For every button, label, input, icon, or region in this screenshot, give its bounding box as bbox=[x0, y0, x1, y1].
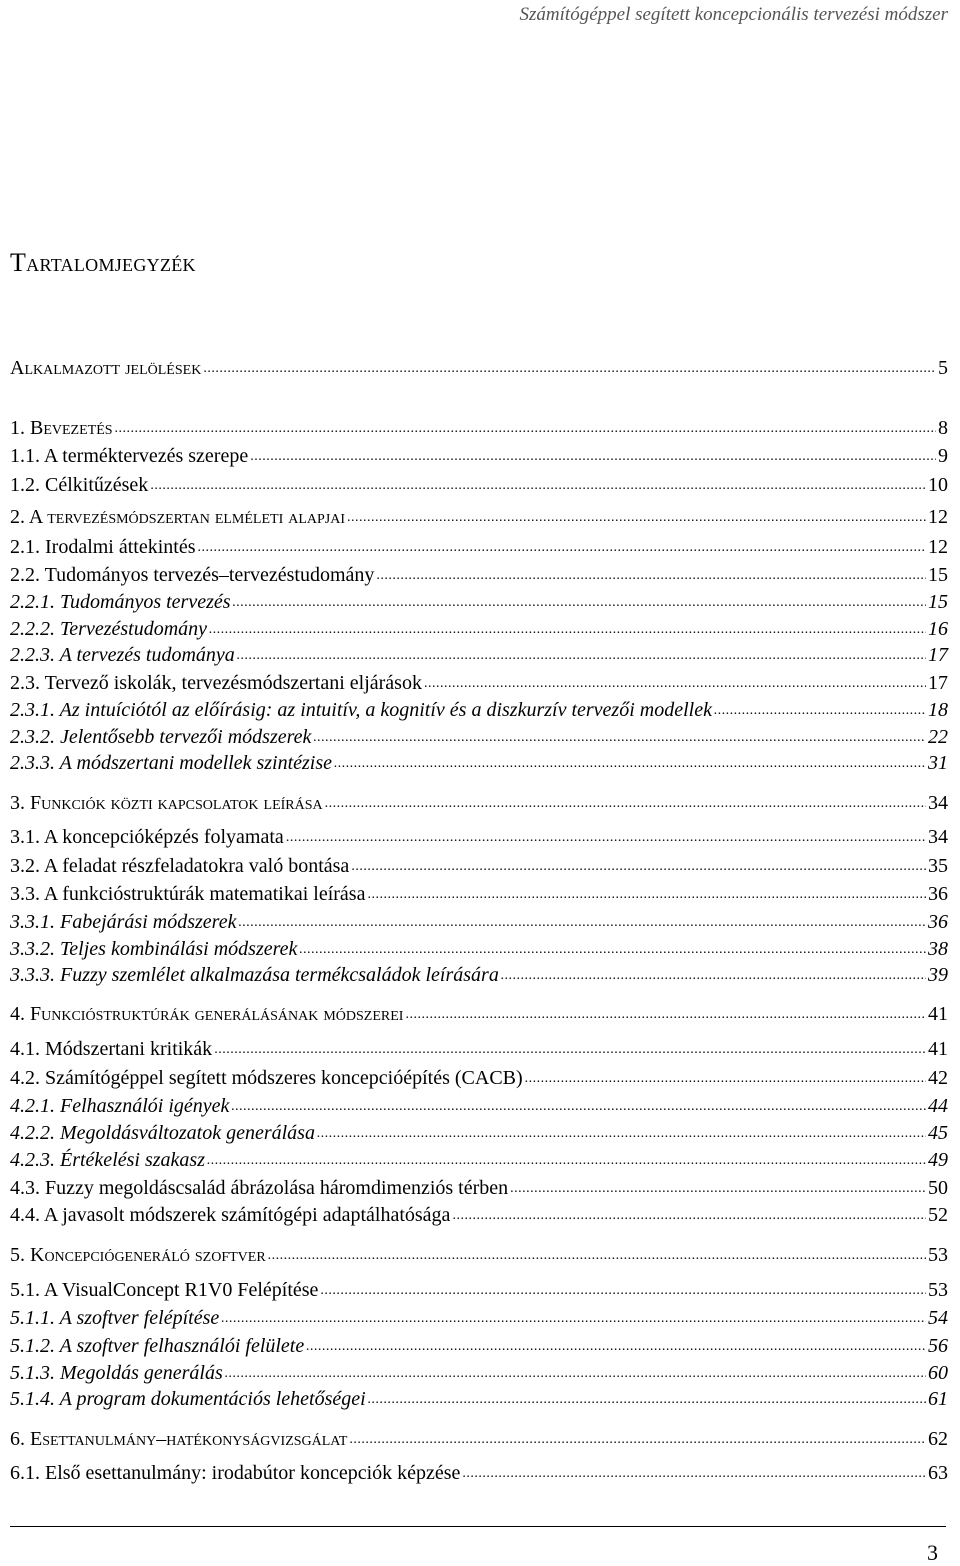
toc-entry-label: 1. Bevezetés bbox=[10, 417, 113, 439]
toc-leader-dots bbox=[306, 1339, 926, 1355]
toc-leader-dots bbox=[238, 915, 926, 931]
toc-leader-dots bbox=[347, 510, 926, 526]
toc-entry-page: 60 bbox=[928, 1362, 948, 1384]
toc-entry[interactable] bbox=[10, 533, 948, 559]
toc-leader-dots bbox=[349, 1432, 926, 1448]
toc-leader-dots bbox=[233, 595, 926, 611]
toc-entry-page: 52 bbox=[928, 1204, 948, 1226]
toc-entry-label: 4.2. Számítógéppel segített módszeres koncepcióépítés (CACB) bbox=[10, 1067, 523, 1089]
toc-entry[interactable] bbox=[10, 908, 948, 934]
toc-entry-label: 3.3.3. Fuzzy szemlélet alkalmazása termékcsaládok leírására bbox=[10, 964, 499, 986]
toc-leader-dots bbox=[225, 1366, 926, 1382]
toc-entry-label: 4. Funkcióstruktúrák generálásának módszerei bbox=[10, 1003, 404, 1025]
toc-entry-page: 36 bbox=[928, 883, 948, 905]
toc-entry-label: 2.3.1. Az intuíciótól az előírásig: az intuitív, a kognitív és a diszkurzív tervezői modellek bbox=[10, 699, 712, 721]
toc-leader-dots bbox=[405, 1007, 926, 1023]
toc-entry-page: 15 bbox=[928, 564, 948, 586]
toc-entry[interactable] bbox=[10, 354, 948, 380]
toc-entry[interactable] bbox=[10, 749, 948, 775]
toc-entry-page: 39 bbox=[928, 964, 948, 986]
toc-leader-dots bbox=[325, 796, 926, 812]
toc-entry[interactable] bbox=[10, 414, 948, 440]
toc-entry-label: 1.2. Célkitűzések bbox=[10, 474, 149, 496]
toc-entry-page: 9 bbox=[938, 445, 948, 467]
toc-leader-dots bbox=[351, 859, 926, 875]
toc-entry-page: 5 bbox=[938, 357, 948, 379]
toc-leader-dots bbox=[367, 887, 926, 903]
toc-entry-page: 36 bbox=[928, 911, 948, 933]
toc-entry-label: 2.3.2. Jelentősebb tervezői módszerek bbox=[10, 726, 312, 748]
toc-entry-page: 38 bbox=[928, 938, 948, 960]
toc-entry-page: 8 bbox=[938, 417, 948, 439]
toc-entry-page: 35 bbox=[928, 855, 948, 877]
toc-leader-dots bbox=[714, 703, 926, 719]
toc-entry-label: 4.3. Fuzzy megoldáscsalád ábrázolása háromdimenziós térben bbox=[10, 1177, 509, 1199]
toc-entry[interactable] bbox=[10, 588, 948, 614]
toc-leader-dots bbox=[209, 622, 926, 638]
toc-entry[interactable] bbox=[10, 696, 948, 722]
toc-entry-label: 5.1.3. Megoldás generálás bbox=[10, 1362, 223, 1384]
toc-entry[interactable] bbox=[10, 961, 948, 987]
toc-entry-label: 2.2.2. Tervezéstudomány bbox=[10, 618, 208, 640]
toc-leader-dots bbox=[207, 1153, 926, 1169]
toc-leader-dots bbox=[525, 1071, 926, 1087]
toc-entry-label: 5.1.2. A szoftver felhasználói felülete bbox=[10, 1335, 305, 1357]
toc-entry-page: 18 bbox=[928, 699, 948, 721]
toc-entry-page: 42 bbox=[928, 1067, 948, 1089]
toc-leader-dots bbox=[501, 968, 926, 984]
toc-entry[interactable] bbox=[10, 1174, 948, 1200]
toc-entry-label: 2.2.3. A tervezés tudománya bbox=[10, 644, 235, 666]
toc-entry[interactable] bbox=[10, 1201, 948, 1227]
toc-leader-dots bbox=[452, 1208, 926, 1224]
toc-entry-label: 3. Funkciók közti kapcsolatok leírása bbox=[10, 792, 323, 814]
toc-entry-label: 6. Esettanulmány–hatékonyságvizsgálat bbox=[10, 1428, 348, 1450]
toc-entry-label: 3.1. A koncepcióképzés folyamata bbox=[10, 826, 284, 848]
toc-entry-label: 2.3. Tervező iskolák, tervezésmódszertani eljárások bbox=[10, 672, 422, 694]
toc-entry-label: 3.3. A funkcióstruktúrák matematikai leírása bbox=[10, 883, 366, 905]
toc-entry[interactable] bbox=[10, 1425, 948, 1451]
toc-entry-label: 2.1. Irodalmi áttekintés bbox=[10, 536, 196, 558]
toc-entry-label: 2.2.1. Tudományos tervezés bbox=[10, 591, 231, 613]
toc-entry-page: 34 bbox=[928, 826, 948, 848]
toc-entry-label: 4.2.2. Megoldásváltozatok generálása bbox=[10, 1122, 315, 1144]
toc-entry-page: 62 bbox=[928, 1428, 948, 1450]
toc-entry[interactable] bbox=[10, 1385, 948, 1411]
toc-entry[interactable] bbox=[10, 1241, 948, 1267]
toc-entry-label: Alkalmazott jelölések bbox=[10, 357, 202, 379]
toc-entry-label: 5.1. A VisualConcept R1V0 Felépítése bbox=[10, 1279, 319, 1301]
toc-entry-label: 4.2.1. Felhasználói igények bbox=[10, 1095, 230, 1117]
toc-entry[interactable] bbox=[10, 1035, 948, 1061]
toc-entry-label: 5.1.4. A program dokumentációs lehetőségei bbox=[10, 1388, 366, 1410]
toc-entry[interactable] bbox=[10, 615, 948, 641]
toc-leader-dots bbox=[198, 540, 926, 556]
toc-leader-dots bbox=[299, 942, 926, 958]
toc-entry[interactable] bbox=[10, 641, 948, 667]
toc-entry[interactable] bbox=[10, 723, 948, 749]
toc-leader-dots bbox=[221, 1311, 926, 1327]
toc-entry-page: 34 bbox=[928, 792, 948, 814]
toc-entry[interactable] bbox=[10, 1119, 948, 1145]
toc-leader-dots bbox=[231, 1099, 926, 1115]
toc-leader-dots bbox=[115, 421, 936, 437]
toc-leader-dots bbox=[150, 478, 926, 494]
toc-leader-dots bbox=[237, 648, 926, 664]
toc-entry-page: 17 bbox=[928, 644, 948, 666]
toc-entry-label: 2. A tervezésmódszertan elméleti alapjai bbox=[10, 506, 346, 528]
toc-leader-dots bbox=[317, 1126, 926, 1142]
toc-entry-label: 1.1. A terméktervezés szerepe bbox=[10, 445, 249, 467]
toc-entry-label: 2.2. Tudományos tervezés–tervezéstudomány bbox=[10, 564, 375, 586]
toc-entry-label: 4.2.3. Értékelési szakasz bbox=[10, 1149, 205, 1171]
footer-divider bbox=[10, 1526, 946, 1527]
toc-entry-label: 5.1.1. A szoftver felépítése bbox=[10, 1307, 220, 1329]
toc-leader-dots bbox=[334, 756, 926, 772]
toc-leader-dots bbox=[320, 1283, 926, 1299]
toc-entry-page: 53 bbox=[928, 1244, 948, 1266]
toc-entry[interactable] bbox=[10, 1359, 948, 1385]
toc-leader-dots bbox=[424, 676, 926, 692]
toc-entry-label: 3.3.1. Fabejárási módszerek bbox=[10, 911, 237, 933]
toc-entry[interactable] bbox=[10, 471, 948, 497]
toc-entry[interactable] bbox=[10, 852, 948, 878]
toc-leader-dots bbox=[510, 1181, 926, 1197]
toc-entry-page: 17 bbox=[928, 672, 948, 694]
toc-entry[interactable] bbox=[10, 1146, 948, 1172]
toc-entry[interactable] bbox=[10, 1459, 948, 1485]
toc-entry[interactable] bbox=[10, 442, 948, 468]
toc-entry-page: 61 bbox=[928, 1388, 948, 1410]
toc-leader-dots bbox=[368, 1392, 926, 1408]
toc-entry-page: 56 bbox=[928, 1335, 948, 1357]
toc-entry-page: 41 bbox=[928, 1038, 948, 1060]
toc-entry-page: 45 bbox=[928, 1122, 948, 1144]
toc-entry[interactable] bbox=[10, 1000, 948, 1026]
toc-entry-label: 5. Koncepciógeneráló szoftver bbox=[10, 1244, 266, 1266]
toc-leader-dots bbox=[462, 1466, 926, 1482]
toc-entry[interactable] bbox=[10, 789, 948, 815]
toc-leader-dots bbox=[250, 449, 936, 465]
toc-entry[interactable] bbox=[10, 1304, 948, 1330]
toc-leader-dots bbox=[203, 361, 936, 377]
toc-entry-page: 31 bbox=[928, 752, 948, 774]
toc-entry-page: 12 bbox=[928, 536, 948, 558]
toc-entry[interactable] bbox=[10, 823, 948, 849]
toc-entry-label: 2.3.3. A módszertani modellek szintézise bbox=[10, 752, 333, 774]
toc-entry-label: 4.1. Módszertani kritikák bbox=[10, 1038, 213, 1060]
toc-entry-page: 22 bbox=[928, 726, 948, 748]
toc-leader-dots bbox=[313, 730, 926, 746]
toc-entry-page: 49 bbox=[928, 1149, 948, 1171]
toc-entry[interactable] bbox=[10, 561, 948, 587]
toc-entry-page: 41 bbox=[928, 1003, 948, 1025]
toc-entry[interactable] bbox=[10, 1276, 948, 1302]
toc-entry-label: 3.3.2. Teljes kombinálási módszerek bbox=[10, 938, 298, 960]
toc-leader-dots bbox=[214, 1042, 926, 1058]
toc-entry-page: 16 bbox=[928, 618, 948, 640]
toc-entry[interactable] bbox=[10, 880, 948, 906]
toc-entry-page: 63 bbox=[928, 1462, 948, 1484]
toc-entry-page: 54 bbox=[928, 1307, 948, 1329]
toc-entry-label: 4.4. A javasolt módszerek számítógépi adaptálhatósága bbox=[10, 1204, 451, 1226]
toc-entry[interactable] bbox=[10, 669, 948, 695]
toc-entry-label: 3.2. A feladat részfeladatokra való bontása bbox=[10, 855, 350, 877]
toc-entry[interactable] bbox=[10, 935, 948, 961]
page-number: 3 bbox=[927, 1540, 938, 1565]
toc-entry[interactable] bbox=[10, 1092, 948, 1118]
toc-leader-dots bbox=[286, 830, 926, 846]
toc-entry-page: 44 bbox=[928, 1095, 948, 1117]
toc-entry-label: 6.1. Első esettanulmány: irodabútor koncepciók képzése bbox=[10, 1462, 461, 1484]
toc-entry[interactable] bbox=[10, 1064, 948, 1090]
toc-entry-page: 50 bbox=[928, 1177, 948, 1199]
toc-entry[interactable] bbox=[10, 503, 948, 529]
toc-leader-dots bbox=[376, 568, 926, 584]
toc-entry-page: 12 bbox=[928, 506, 948, 528]
running-header: Számítógéppel segített koncepcionális tervezési módszer bbox=[519, 4, 948, 25]
toc-title: Tartalomjegyzék bbox=[10, 248, 196, 277]
toc-entry[interactable] bbox=[10, 1332, 948, 1358]
toc-entry-page: 53 bbox=[928, 1279, 948, 1301]
toc-entry-page: 10 bbox=[928, 474, 948, 496]
toc-leader-dots bbox=[268, 1248, 926, 1264]
toc-entry-page: 15 bbox=[928, 591, 948, 613]
